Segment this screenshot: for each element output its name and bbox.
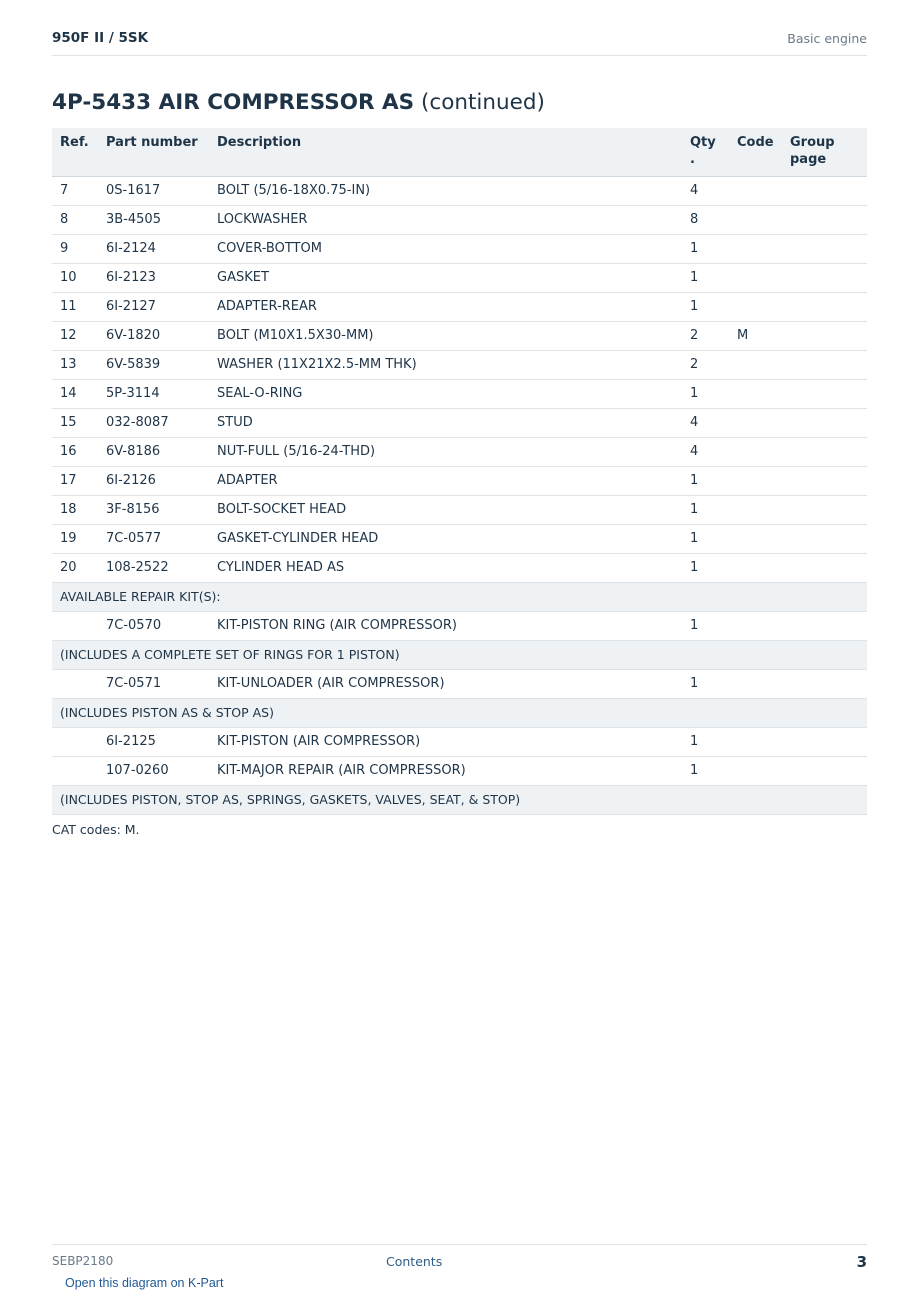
cell-part-number: 7C-0571 [98,669,209,698]
table-note-row [52,698,867,727]
cell-part-number: 107-0260 [98,756,209,785]
document-number: SEBP2180 [52,1254,114,1268]
cell-qty: 1 [682,553,729,582]
parts-table-body [52,176,867,814]
section-label: Basic engine [787,31,867,46]
col-header-qty: Qty . [682,128,729,176]
note-text: (INCLUDES PISTON, STOP AS, SPRINGS, GASKETS, VALVES, SEAT, & STOP) [52,785,867,814]
cell-description: STUD [209,408,682,437]
cell-part-number: 3F-8156 [98,495,209,524]
cell-ref: 10 [52,263,98,292]
table-note-row [52,785,867,814]
cell-ref: 19 [52,524,98,553]
table-row [52,263,867,292]
cell-code [729,553,782,582]
cell-group-page [782,727,867,756]
cell-ref [52,611,98,640]
table-row [52,408,867,437]
cell-group-page [782,524,867,553]
cell-code [729,495,782,524]
model-label: 950F II / 5SK [52,30,149,46]
cell-code [729,263,782,292]
col-header-ref: Ref. [52,128,98,176]
table-note-row [52,582,867,611]
cell-ref: 7 [52,176,98,205]
col-header-description: Description [209,128,682,176]
contents-link[interactable]: Contents [386,1254,443,1269]
table-row [52,466,867,495]
cell-code [729,669,782,698]
page-number: 3 [856,1253,867,1271]
cell-ref [52,727,98,756]
cell-group-page [782,466,867,495]
cell-part-number: 6V-1820 [98,321,209,350]
cell-description: KIT-PISTON RING (AIR COMPRESSOR) [209,611,682,640]
cell-part-number: 6V-8186 [98,437,209,466]
cell-qty: 2 [682,350,729,379]
table-row [52,321,867,350]
cell-ref: 14 [52,379,98,408]
cell-description: ADAPTER-REAR [209,292,682,321]
cell-group-page [782,611,867,640]
cell-part-number: 6I-2123 [98,263,209,292]
cell-group-page [782,437,867,466]
cell-group-page [782,495,867,524]
cell-ref: 12 [52,321,98,350]
cell-qty: 1 [682,292,729,321]
table-row [52,756,867,785]
table-row [52,611,867,640]
parts-table [52,128,867,815]
cell-code [729,611,782,640]
cell-group-page [782,292,867,321]
page-header [52,28,867,56]
cell-ref: 20 [52,553,98,582]
cell-part-number: 6I-2124 [98,234,209,263]
title-continued: (continued) [414,90,545,115]
cell-part-number: 5P-3114 [98,379,209,408]
cell-part-number: 6V-5839 [98,350,209,379]
cell-ref [52,756,98,785]
cell-qty: 8 [682,205,729,234]
table-row [52,292,867,321]
note-text: AVAILABLE REPAIR KIT(S): [52,582,867,611]
cell-qty: 1 [682,524,729,553]
cell-code [729,524,782,553]
cell-description: BOLT (M10X1.5X30-MM) [209,321,682,350]
note-text: (INCLUDES A COMPLETE SET OF RINGS FOR 1 PISTON) [52,640,867,669]
cell-code [729,379,782,408]
cell-part-number: 3B-4505 [98,205,209,234]
cell-ref: 17 [52,466,98,495]
table-row [52,234,867,263]
cell-ref: 18 [52,495,98,524]
cell-description: KIT-PISTON (AIR COMPRESSOR) [209,727,682,756]
table-row [52,379,867,408]
cell-description: LOCKWASHER [209,205,682,234]
cell-qty: 1 [682,727,729,756]
table-row [52,553,867,582]
cell-part-number: 6I-2126 [98,466,209,495]
cell-group-page [782,379,867,408]
cell-qty: 1 [682,669,729,698]
cell-ref: 13 [52,350,98,379]
cell-description: COVER-BOTTOM [209,234,682,263]
cell-code [729,176,782,205]
table-row [52,205,867,234]
cell-group-page [782,553,867,582]
table-note-row [52,640,867,669]
cell-group-page [782,408,867,437]
cell-code: M [729,321,782,350]
cell-code [729,292,782,321]
cell-code [729,234,782,263]
cell-qty: 2 [682,321,729,350]
cell-ref: 16 [52,437,98,466]
cell-qty: 1 [682,495,729,524]
cell-qty: 4 [682,437,729,466]
cell-description: BOLT-SOCKET HEAD [209,495,682,524]
cat-codes-note: CAT codes: M. [52,822,140,837]
cell-qty: 1 [682,466,729,495]
cell-group-page [782,263,867,292]
cell-part-number: 7C-0570 [98,611,209,640]
cell-group-page [782,669,867,698]
cell-description: GASKET [209,263,682,292]
kpart-diagram-link[interactable]: Open this diagram on K-Part [65,1276,224,1290]
cell-part-number: 6I-2125 [98,727,209,756]
cell-description: CYLINDER HEAD AS [209,553,682,582]
page-footer [52,1244,867,1275]
cell-qty: 1 [682,263,729,292]
cell-qty: 1 [682,611,729,640]
cell-group-page [782,234,867,263]
cell-part-number: 7C-0577 [98,524,209,553]
cell-code [729,437,782,466]
cell-part-number: 032-8087 [98,408,209,437]
cell-qty: 1 [682,756,729,785]
cell-ref: 15 [52,408,98,437]
col-header-group-page: Group page [782,128,867,176]
cell-group-page [782,176,867,205]
cell-part-number: 6I-2127 [98,292,209,321]
table-row [52,437,867,466]
page-title [52,90,545,115]
cell-ref [52,669,98,698]
cell-code [729,466,782,495]
cell-description: NUT-FULL (5/16-24-THD) [209,437,682,466]
col-header-part-number: Part number [98,128,209,176]
cell-description: KIT-MAJOR REPAIR (AIR COMPRESSOR) [209,756,682,785]
cell-description: SEAL-O-RING [209,379,682,408]
cell-part-number: 0S-1617 [98,176,209,205]
cell-description: KIT-UNLOADER (AIR COMPRESSOR) [209,669,682,698]
table-header-row [52,128,867,176]
cell-description: BOLT (5/16-18X0.75-IN) [209,176,682,205]
table-row [52,727,867,756]
note-text: (INCLUDES PISTON AS & STOP AS) [52,698,867,727]
assembly-title: 4P-5433 AIR COMPRESSOR AS [52,90,415,115]
cell-ref: 8 [52,205,98,234]
cell-part-number: 108-2522 [98,553,209,582]
cell-code [729,408,782,437]
table-row [52,495,867,524]
table-row [52,524,867,553]
cell-qty: 4 [682,408,729,437]
cell-code [729,756,782,785]
cell-ref: 9 [52,234,98,263]
cell-qty: 4 [682,176,729,205]
cell-qty: 1 [682,379,729,408]
cell-qty: 1 [682,234,729,263]
table-row [52,669,867,698]
cell-description: WASHER (11X21X2.5-MM THK) [209,350,682,379]
cell-group-page [782,756,867,785]
cell-description: ADAPTER [209,466,682,495]
cell-description: GASKET-CYLINDER HEAD [209,524,682,553]
cell-code [729,205,782,234]
cell-code [729,727,782,756]
cell-code [729,350,782,379]
table-row [52,176,867,205]
col-header-code: Code [729,128,782,176]
table-row [52,350,867,379]
cell-ref: 11 [52,292,98,321]
cell-group-page [782,321,867,350]
cell-group-page [782,350,867,379]
cell-group-page [782,205,867,234]
